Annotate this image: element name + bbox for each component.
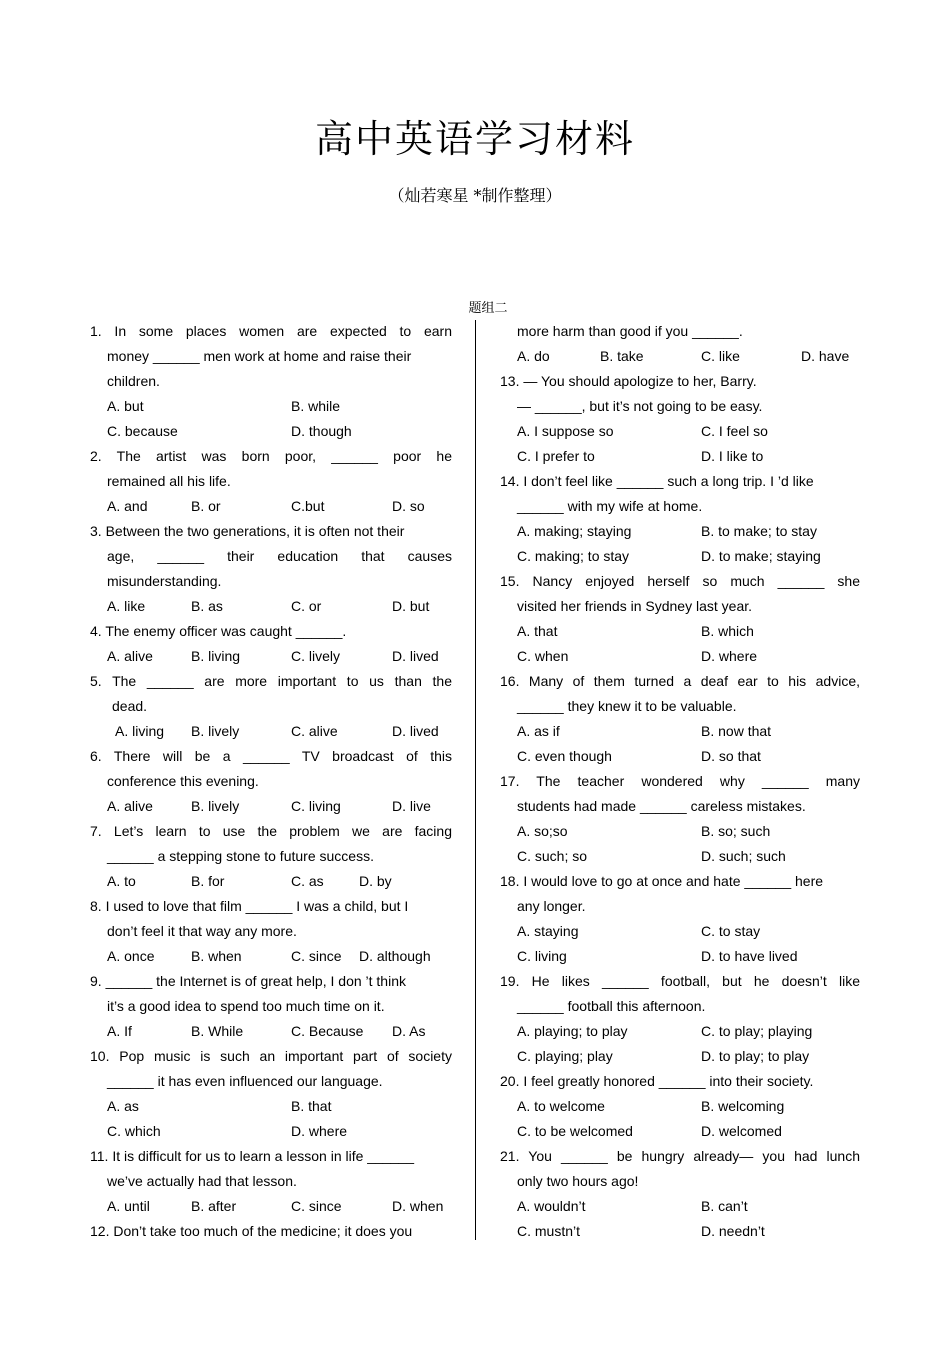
question-text: 5. The ______ are more important to us than the [90,673,452,689]
option: A. staying [517,923,579,939]
page-title: 高中英语学习材料 [314,117,635,161]
question-text: 8. I used to love that film ______ I was a child, but I [90,898,409,914]
option: C. making; to stay [517,548,630,564]
option: A. playing; to play [517,1023,628,1039]
question-text: conference this evening. [107,773,259,789]
option: D. when [392,1198,444,1214]
option-row [500,519,860,544]
option: D. to make; staying [701,548,821,564]
option: D. I like to [701,448,764,464]
option: A. do [517,348,550,364]
option: A. but [107,398,144,414]
option: A. until [107,1198,150,1214]
option-row [90,594,452,619]
option: B. lively [191,798,240,814]
option-row [500,844,860,869]
option: A. If [107,1023,132,1039]
column-divider [475,320,476,1240]
option: A. as [107,1098,139,1114]
option: C. since [291,1198,342,1214]
option: C. to play; playing [701,1023,813,1039]
option-row [90,419,452,444]
option-row [90,1119,452,1144]
option: C. to stay [701,923,761,939]
option: C. or [291,598,322,614]
option-row [500,1019,860,1044]
option: D. by [359,873,392,889]
question-text: remained all his life. [107,473,231,489]
option: B. lively [191,723,240,739]
option: D. As [392,1023,426,1039]
question-text: don’t feel it that way any more. [107,923,297,939]
option: D. welcomed [701,1123,782,1139]
option: C. to be welcomed [517,1123,633,1139]
option: A. alive [107,648,153,664]
option-row [500,819,860,844]
option: C. when [517,648,569,664]
option: C. mustn’t [517,1223,581,1239]
option: D. lived [392,648,439,664]
option: D. so [392,498,425,514]
option-row [500,1044,860,1069]
option-row [500,544,860,569]
option: B. take [600,348,644,364]
option-row [500,1194,860,1219]
option-row [90,794,452,819]
option-row [500,1119,860,1144]
option: A. like [107,598,146,614]
option: C. Because [291,1023,364,1039]
option-row [500,644,860,669]
option: A. living [115,723,165,739]
question-text: visited her friends in Sydney last year. [517,598,753,614]
option: C. which [107,1123,161,1139]
question-text: only two hours ago! [517,1173,639,1189]
question-text: 18. I would love to go at once and hate ______ here [500,873,824,889]
question-text: 7. Let’s learn to use the problem we are facing [90,823,452,839]
group-label: 题组二 [468,301,508,316]
option: B. that [291,1098,332,1114]
option: B. can’t [701,1198,748,1214]
option: C. since [291,948,342,964]
option-row [500,1094,860,1119]
option: B. so; such [701,823,771,839]
option: A. to [107,873,136,889]
option: D. where [291,1123,348,1139]
option: B. which [701,623,754,639]
option: A. as if [517,723,560,739]
page-subtitle: （灿若寒星 *制作整理） [388,186,562,205]
option: C. living [517,948,567,964]
option-row [500,419,860,444]
option: C. like [701,348,740,364]
option-row [90,1019,452,1044]
option-row [500,619,860,644]
option-row [90,394,452,419]
option: C. because [107,423,178,439]
option: C. such; so [517,848,588,864]
option: A. making; staying [517,523,632,539]
question-text: 4. The enemy officer was caught ______. [90,623,347,639]
option: A. so;so [517,823,568,839]
option: D. lived [392,723,439,739]
option: C. lively [291,648,341,664]
question-text: 19. He likes ______ football, but he doesn’t like [500,973,860,989]
option-row [90,494,452,519]
option: A. that [517,623,558,639]
question-text: 12. Don’t take too much of the medicine; it does you [90,1223,413,1239]
option: C. playing; play [517,1048,613,1064]
question-text: more harm than good if you ______. [517,323,743,339]
option: B. to make; to stay [701,523,817,539]
question-text: 20. I feel greatly honored ______ into their society. [500,1073,814,1089]
option: D. live [392,798,431,814]
question-text: 14. I don’t feel like ______ such a long trip. I ’d like [500,473,814,489]
question-text: money ______ men work at home and raise their [107,348,412,364]
option-row [500,444,860,469]
question-text: ______ they knew it to be valuable. [517,698,737,714]
option: A. alive [107,798,153,814]
question-text: 6. There will be a ______ TV broadcast of this [90,748,452,764]
question-text: 13. — You should apologize to her, Barry. [500,373,757,389]
option: A. I suppose so [517,423,614,439]
question-text: children. [107,373,160,389]
question-text: ______ it has even influenced our language. [107,1073,383,1089]
option: D. where [701,648,758,664]
option-row [500,719,860,744]
option: D. such; such [701,848,786,864]
option: B. after [191,1198,237,1214]
question-text: — ______, but it’s not going to be easy. [517,398,763,414]
option-row [500,944,860,969]
right-column [500,319,860,1244]
option: D. but [392,598,430,614]
question-text: students had made ______ careless mistakes. [517,798,806,814]
left-column [90,319,452,1244]
question-text: misunderstanding. [107,573,222,589]
option-row [90,1094,452,1119]
option: A. wouldn’t [517,1198,586,1214]
option: C.but [291,498,325,514]
option: C. alive [291,723,338,739]
option: D. so that [701,748,761,764]
question-text: 3. Between the two generations, it is often not their [90,523,405,539]
question-text: 15. Nancy enjoyed herself so much ______ she [500,573,860,589]
question-text: 9. ______ the Internet is of great help, I don ’t think [90,973,406,989]
option: B. While [191,1023,244,1039]
option: B. for [191,873,225,889]
question-text: 11. It is difficult for us to learn a lesson in life ______ [90,1148,415,1164]
question-text: 2. The artist was born poor, ______ poor he [90,448,452,464]
option: D. though [291,423,352,439]
option: B. now that [701,723,772,739]
option: C. living [291,798,341,814]
option: B. welcoming [701,1098,785,1114]
question-text: 10. Pop music is such an important part of society [90,1048,452,1064]
option-row [90,1194,452,1219]
option-row [90,869,452,894]
option-row [90,644,452,669]
question-text: 16. Many of them turned a deaf ear to his advice, [500,673,860,689]
option: B. as [191,598,223,614]
question-text: ______ football this afternoon. [517,998,706,1014]
option: D. to have lived [701,948,798,964]
option: C. I prefer to [517,448,595,464]
option: C. I feel so [701,423,768,439]
option: B. when [191,948,242,964]
question-text: dead. [112,698,148,714]
question-text: ______ with my wife at home. [517,498,703,514]
option-row [500,1219,860,1244]
option: A. once [107,948,155,964]
question-text: any longer. [517,898,586,914]
question-text: 1. In some places women are expected to earn [90,323,452,339]
question-text: 21. You ______ be hungry already— you had lunch [500,1148,860,1164]
option: D. although [359,948,431,964]
option: A. and [107,498,148,514]
option-row [500,744,860,769]
option: B. living [191,648,241,664]
option: D. have [801,348,850,364]
option: C. even though [517,748,612,764]
question-text: it’s a good idea to spend too much time on it. [107,998,385,1014]
question-text: ______ a stepping stone to future success. [107,848,374,864]
option: A. to welcome [517,1098,605,1114]
option: B. or [191,498,221,514]
question-text: we’ve actually had that lesson. [107,1173,297,1189]
option-row [90,944,452,969]
option: C. as [291,873,324,889]
option: B. while [291,398,341,414]
option-row [500,919,860,944]
question-text: 17. The teacher wondered why ______ many [500,773,860,789]
option: D. to play; to play [701,1048,810,1064]
question-text: age, ______ their education that causes [107,548,452,564]
option-row [90,719,452,744]
option: D. needn’t [701,1223,765,1239]
option-row [500,344,860,369]
